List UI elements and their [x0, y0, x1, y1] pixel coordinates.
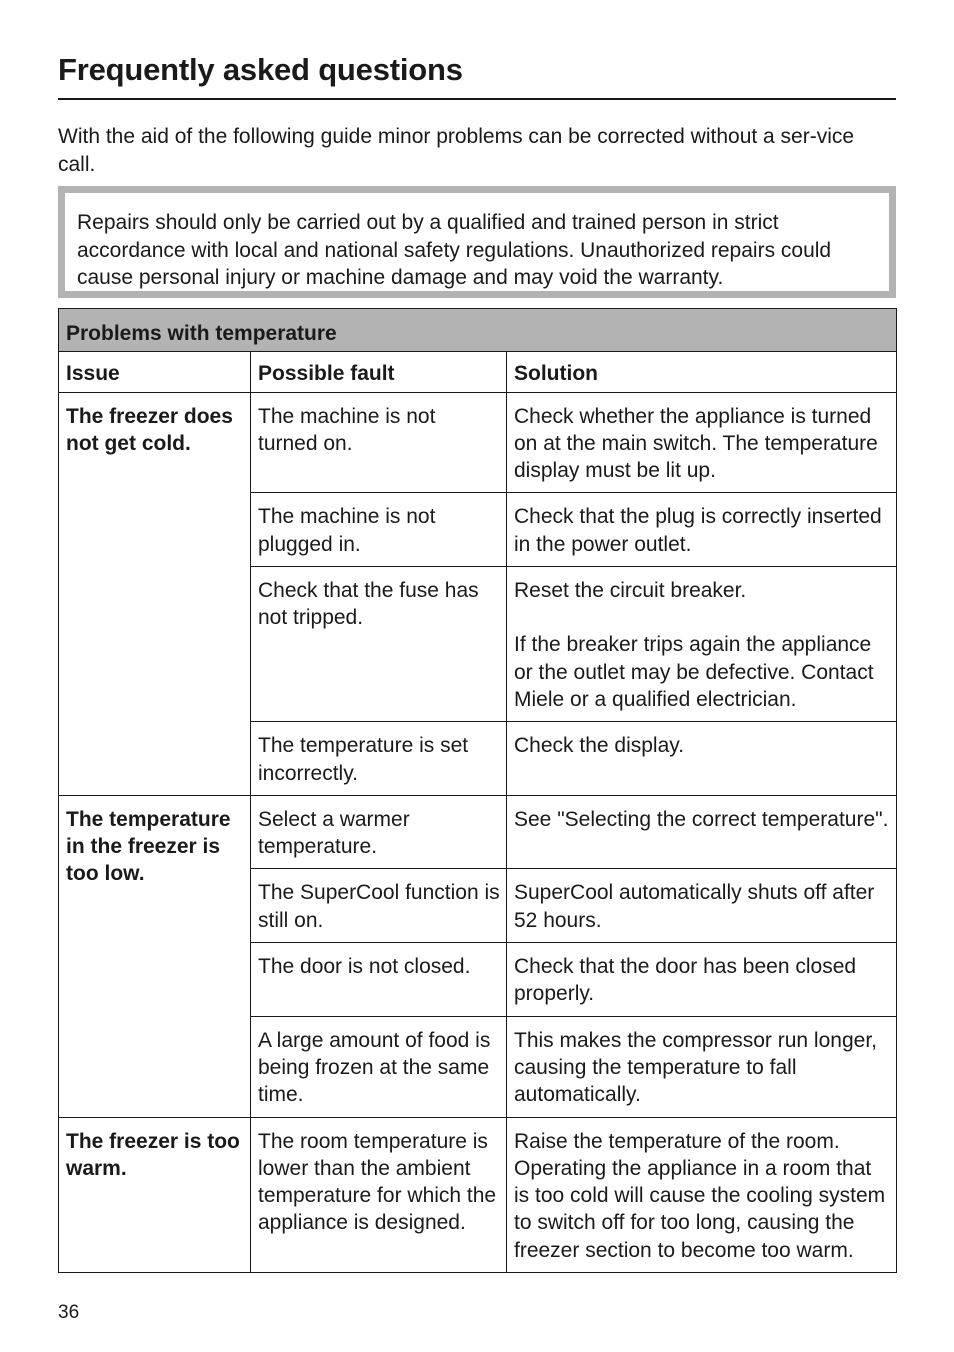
solution-cell — [507, 1016, 897, 1117]
solution-paragraph: Check that the door has been closed properly. — [514, 955, 857, 1006]
faq-table — [58, 308, 897, 1273]
solution-cell — [507, 869, 897, 943]
warning-text: Repairs should only be carried out by a qualified and trained person in strict accordance with local and national safety regulations. Unauthorized repairs could cause personal injury or machine damage and may void the warranty. — [65, 193, 889, 291]
solution-cell — [507, 795, 897, 869]
fault-cell: Check that the fuse has not tripped. — [251, 567, 507, 722]
section-title: Problems with temperature — [59, 309, 897, 352]
solution-cell — [507, 943, 897, 1017]
fault-cell: The machine is not turned on. — [251, 392, 507, 493]
table-row — [59, 392, 897, 493]
fault-cell: A large amount of food is being frozen at the same time. — [251, 1016, 507, 1117]
solution-paragraph: Reset the circuit breaker. — [514, 579, 747, 603]
column-header-issue: Issue — [59, 352, 251, 392]
solution-paragraph: If the breaker trips again the appliance or the outlet may be defective. Contact Miele or a qualified electrician. — [514, 633, 874, 711]
fault-cell: The machine is not plugged in. — [251, 493, 507, 567]
title-divider — [58, 98, 896, 100]
solution-paragraph: Raise the temperature of the room. Operating the appliance in a room that is too cold will cause the cooling system to switch off for too long, causing the freezer section to become too warm. — [514, 1129, 886, 1262]
column-header-fault: Possible fault — [251, 352, 507, 392]
solution-cell — [507, 1117, 897, 1272]
table-row — [59, 1117, 897, 1272]
table-section-row — [59, 309, 897, 352]
solution-paragraph: Check that the plug is correctly inserted in the power outlet. — [514, 505, 882, 556]
solution-paragraph: SuperCool automatically shuts off after 52 hours. — [514, 881, 875, 932]
solution-cell — [507, 722, 897, 796]
table-header-row — [59, 352, 897, 392]
fault-cell: The door is not closed. — [251, 943, 507, 1017]
solution-cell — [507, 392, 897, 493]
fault-cell: Select a warmer temperature. — [251, 795, 507, 869]
column-header-solution: Solution — [507, 352, 897, 392]
solution-paragraph: Check whether the appliance is turned on at the main switch. The temperature display must be lit up. — [514, 404, 878, 483]
table-body — [59, 392, 897, 1272]
issue-cell: The freezer is too warm. — [59, 1117, 251, 1272]
solution-cell — [507, 493, 897, 567]
solution-paragraph: This makes the compressor run longer, causing the temperature to fall automatically. — [514, 1028, 877, 1107]
fault-cell: The temperature is set incorrectly. — [251, 722, 507, 796]
issue-cell: The temperature in the freezer is too low. — [59, 795, 251, 1117]
fault-cell: The SuperCool function is still on. — [251, 869, 507, 943]
solution-paragraph: Check the display. — [514, 734, 685, 758]
fault-cell: The room temperature is lower than the ambient temperature for which the appliance is designed. — [251, 1117, 507, 1272]
issue-cell: The freezer does not get cold. — [59, 392, 251, 795]
page-title: Frequently asked questions — [58, 52, 463, 87]
warning-box — [58, 186, 896, 298]
table-row — [59, 795, 897, 869]
solution-cell — [507, 567, 897, 722]
page-number: 36 — [58, 1302, 80, 1323]
solution-paragraph: See "Selecting the correct temperature". — [514, 807, 889, 831]
intro-paragraph: With the aid of the following guide minor problems can be corrected without a ser-vice call. — [58, 125, 855, 176]
